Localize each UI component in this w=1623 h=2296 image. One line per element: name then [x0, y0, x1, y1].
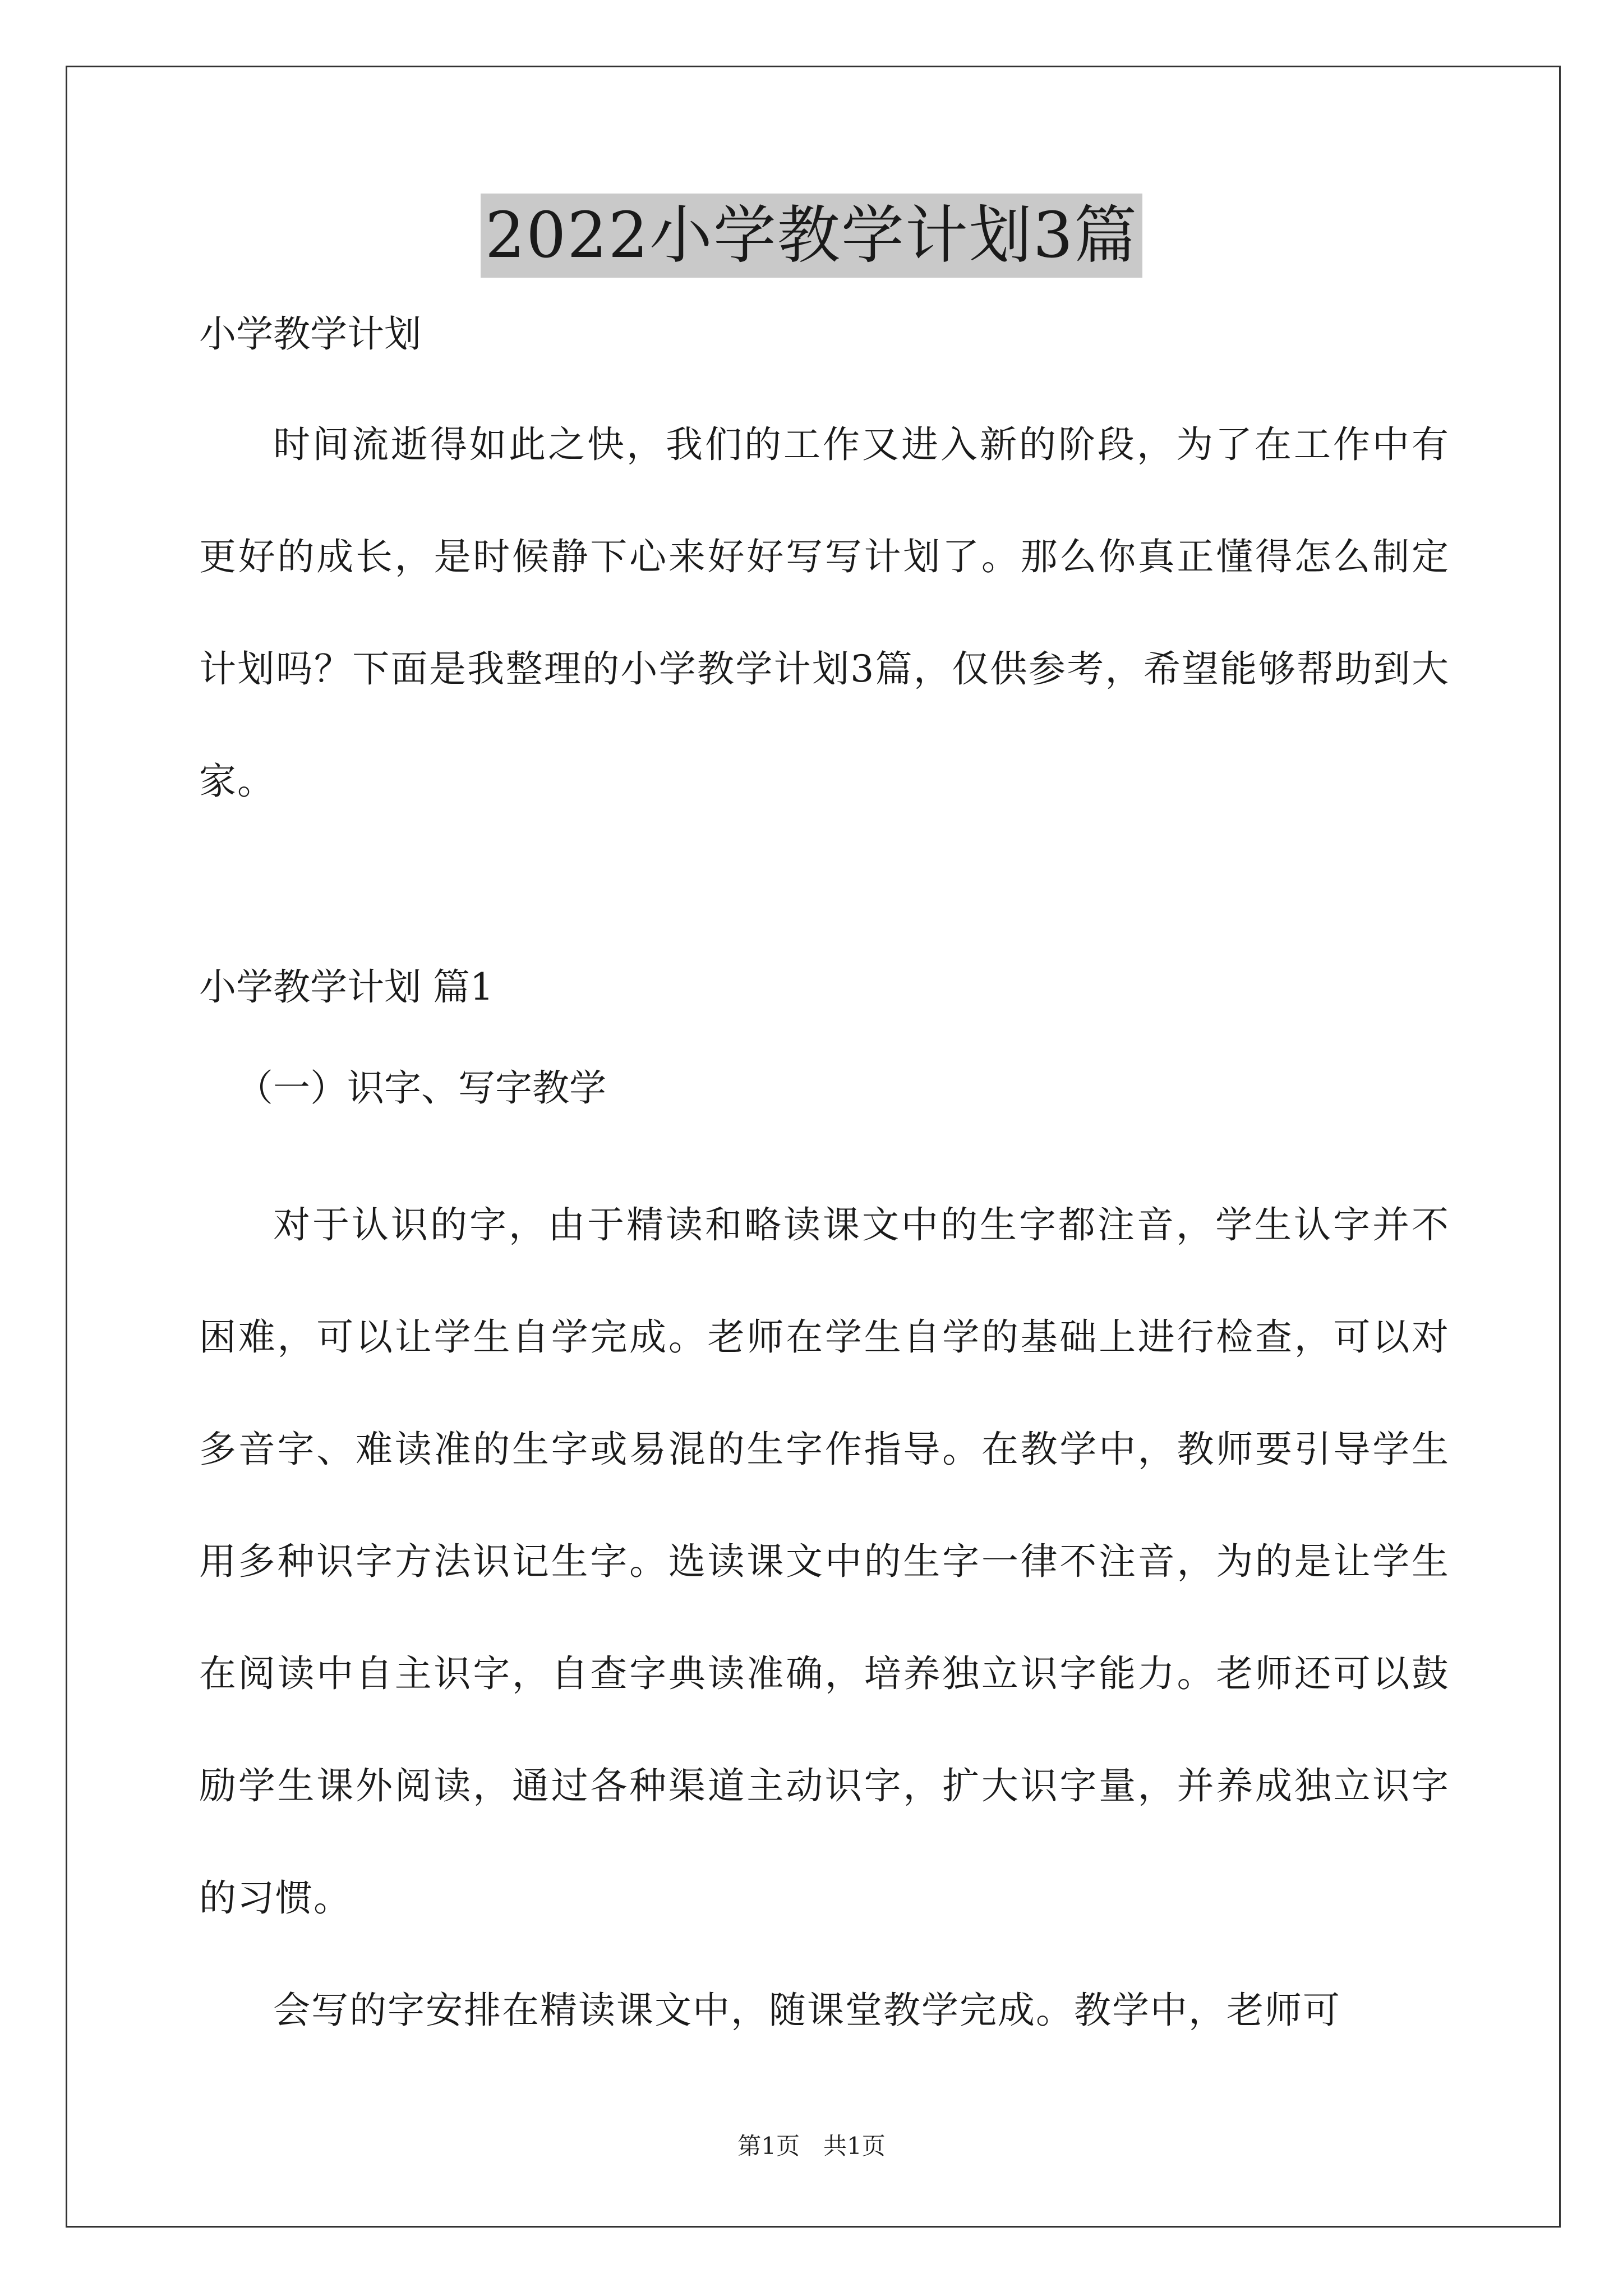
document-body [199, 311, 1450, 2067]
title-container [0, 194, 1623, 278]
intro-heading: 小学教学计划 [199, 312, 421, 356]
section-gap [199, 838, 1450, 964]
body-paragraph-1: 对于认识的字，由于精读和略读课文中的生字都注音，学生认字并不困难，可以让学生自学完成。老师在学生自学的基础上进行检查，可以对多音字、难读准的生字或易混的生字作指导。在教学中，教师要引导学生用多种识字方法识记生字。选读课文中的生字一律不注音，为的是让学生在阅读中自主识字，自查字典读准确，培养独立识字能力。老师还可以鼓励学生课外阅读，通过各种渠道主动识字，扩大识字量，并养成独立识字的习惯。 [199, 1203, 1450, 1920]
intro-paragraph: 时间流逝得如此之快，我们的工作又进入新的阶段，为了在工作中有更好的成长，是时候静下心来好好写写计划了。那么你真正懂得怎么制定计划吗？下面是我整理的小学教学计划3篇，仅供参考，希望能够帮助到大家。 [199, 423, 1450, 803]
body-paragraph-2: 会写的字安排在精读课文中，随课堂教学完成。教学中，老师可 [273, 1989, 1341, 2032]
document-title: 2022小学教学计划3篇 [481, 194, 1142, 278]
subsection-heading: （一）识字、写字教学 [236, 1066, 606, 1110]
section-heading: 小学教学计划 篇1 [199, 965, 494, 1009]
page-footer: 第1页 共1页 [737, 2132, 886, 2160]
